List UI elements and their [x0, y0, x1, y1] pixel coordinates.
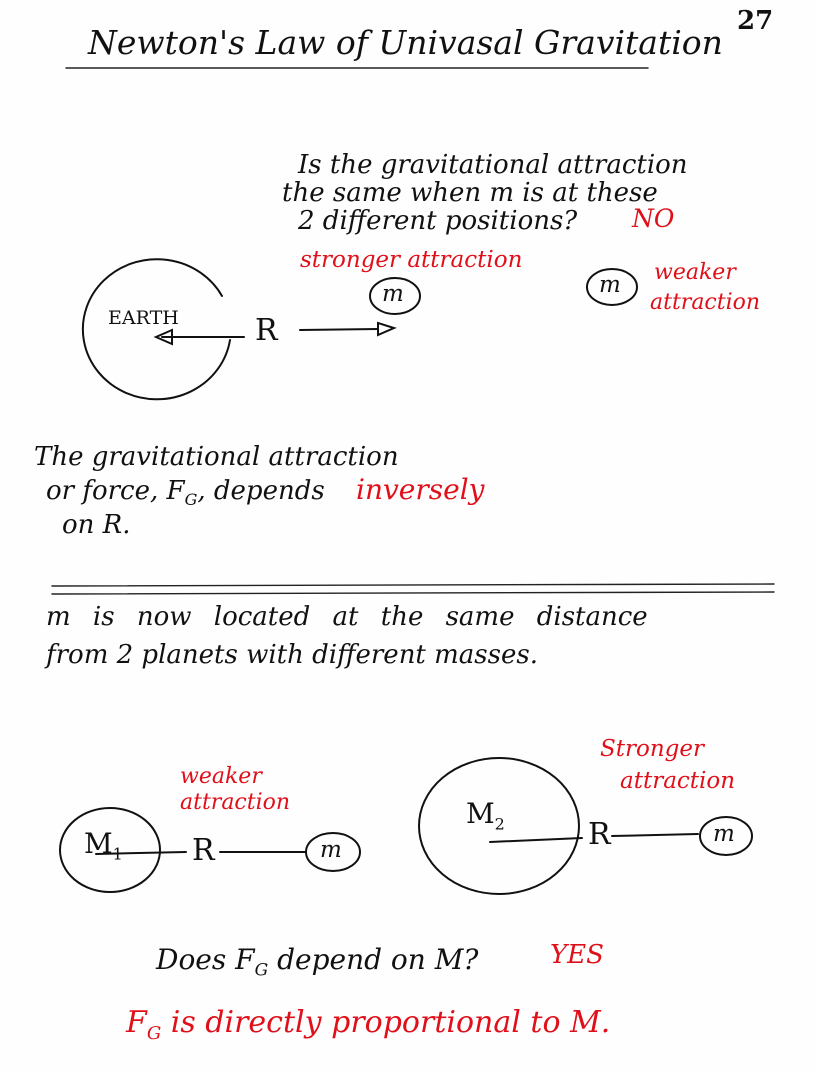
intro-line-1: m is now located at the same distance	[46, 602, 648, 632]
distance-r-label-2: R	[588, 817, 611, 852]
r-arrow-right-line	[300, 329, 378, 330]
page-number: 27	[737, 6, 774, 36]
section-divider-top	[52, 584, 774, 586]
conclusion-subscript: G	[184, 490, 198, 510]
answer-no: NO	[632, 204, 675, 233]
planet-m1-letter: M	[84, 827, 113, 860]
question-line-2: the same when m is at these	[282, 178, 658, 208]
conclusion-line-2	[46, 478, 325, 508]
planet-m2-letter: M	[466, 797, 495, 830]
weaker-label-line-1: weaker	[654, 260, 736, 285]
stronger-attraction-line-2: attraction	[620, 768, 736, 794]
stronger-attraction-line-1: Stronger	[600, 736, 704, 762]
answer-yes: YES	[550, 940, 604, 970]
conclusion-line-1: The gravitational attraction	[34, 442, 399, 472]
distance-r-label: R	[255, 313, 278, 348]
final-statement-a: F	[126, 1005, 147, 1040]
stronger-attraction-label: stronger attraction	[300, 247, 523, 273]
mass-1-label: m	[320, 837, 342, 863]
question-2b: depend on M?	[277, 943, 479, 976]
distance-r-label-1: R	[192, 833, 215, 868]
planet-m2-radius-line	[490, 838, 582, 842]
final-statement	[126, 1005, 611, 1044]
mass-far-label: m	[599, 272, 621, 298]
planet-m1-label	[84, 827, 123, 864]
question-2-subscript: G	[254, 960, 269, 981]
planet-m2-label	[466, 797, 505, 834]
intro-line-2: from 2 planets with different masses.	[46, 640, 538, 670]
question-2a: Does F	[156, 943, 255, 976]
question-2	[156, 943, 479, 981]
weaker-attraction-line-1: weaker	[180, 764, 262, 789]
section-divider-bottom	[52, 592, 774, 594]
m2-distance-line	[612, 834, 698, 836]
conclusion-line-2a: or force, F	[46, 476, 185, 506]
conclusion-inversely: inversely	[356, 473, 485, 506]
r-arrow-right-head	[378, 323, 394, 335]
weaker-label-line-2: attraction	[650, 290, 761, 315]
question-line-1: Is the gravitational attraction	[298, 150, 688, 180]
mass-2-label: m	[713, 821, 735, 847]
earth-circle	[83, 259, 230, 399]
conclusion-line-3: on R.	[62, 510, 131, 540]
page-title: Newton's Law of Univasal Gravitation	[88, 23, 723, 62]
question-line-3: 2 different positions?	[298, 206, 578, 236]
conclusion-line-2b: , depends	[197, 476, 325, 506]
earth-label: EARTH	[108, 307, 179, 329]
weaker-attraction-line-2: attraction	[180, 790, 291, 815]
planet-m1-subscript: 1	[112, 844, 123, 864]
mass-near-label: m	[382, 281, 404, 307]
planet-m2-subscript: 2	[494, 814, 505, 834]
final-statement-subscript: G	[146, 1023, 162, 1044]
final-statement-b: is directly proportional to M.	[170, 1005, 611, 1040]
